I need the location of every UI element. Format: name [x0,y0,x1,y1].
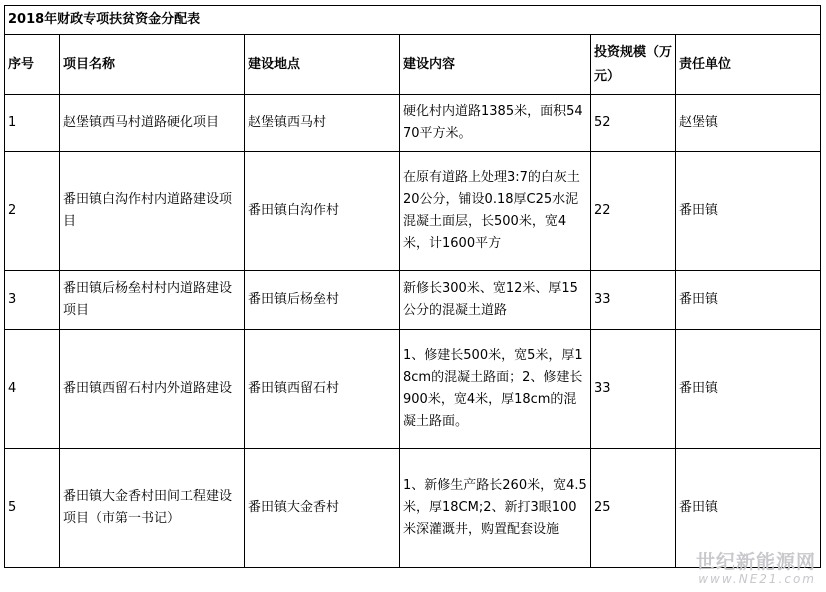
cell-index: 2 [5,152,60,271]
cell-index: 1 [5,95,60,152]
cell-content: 1、新修生产路长260米，宽4.5米，厚18CM;2、新打3眼100米深灌溉井，购置配套设施 [400,449,591,568]
cell-location: 番田镇大金香村 [245,449,400,568]
cell-index: 5 [5,449,60,568]
cell-index: 3 [5,271,60,330]
watermark-name: 世纪新能源网 [695,551,816,573]
funds-allocation-table [4,5,821,568]
cell-content: 新修长300米、宽12米、厚15公分的混凝土道路 [400,271,591,330]
cell-content: 在原有道路上处理3:7的白灰土20公分，铺设0.18厚C25水泥混凝土面层，长500米，宽4米，计1600平方 [400,152,591,271]
cell-content: 硬化村内道路1385米，面积5470平方米。 [400,95,591,152]
cell-location: 番田镇西留石村 [245,330,400,449]
cell-index: 4 [5,330,60,449]
header-row [5,35,821,95]
cell-project-name: 赵堡镇西马村道路硬化项目 [60,95,245,152]
cell-content: 1、修建长500米，宽5米，厚18cm的混凝土路面；2、修建长900米，宽4米，厚18cm的混凝土路面。 [400,330,591,449]
cell-responsible: 番田镇 [676,152,821,271]
table-row [5,449,821,568]
header-content: 建设内容 [400,35,591,95]
table-row [5,271,821,330]
cell-investment: 33 [591,271,676,330]
cell-responsible: 番田镇 [676,271,821,330]
cell-investment: 52 [591,95,676,152]
cell-project-name: 番田镇白沟作村内道路建设项目 [60,152,245,271]
header-location: 建设地点 [245,35,400,95]
header-responsible: 责任单位 [676,35,821,95]
header-index: 序号 [5,35,60,95]
cell-location: 番田镇白沟作村 [245,152,400,271]
cell-project-name: 番田镇大金香村田间工程建设项目（市第一书记） [60,449,245,568]
table-row [5,330,821,449]
table-row [5,152,821,271]
header-project-name: 项目名称 [60,35,245,95]
cell-responsible: 番田镇 [676,449,821,568]
cell-responsible: 赵堡镇 [676,95,821,152]
title-row [5,6,821,35]
cell-responsible: 番田镇 [676,330,821,449]
cell-location: 赵堡镇西马村 [245,95,400,152]
cell-project-name: 番田镇后杨垒村村内道路建设项目 [60,271,245,330]
cell-investment: 22 [591,152,676,271]
table-row [5,95,821,152]
cell-investment: 33 [591,330,676,449]
cell-investment: 25 [591,449,676,568]
watermark-url: www.NE21.com [698,572,816,586]
header-investment: 投资规模（万元） [591,35,676,95]
table-title: 2018年财政专项扶贫资金分配表 [5,6,821,35]
cell-location: 番田镇后杨垒村 [245,271,400,330]
cell-project-name: 番田镇西留石村内外道路建设 [60,330,245,449]
